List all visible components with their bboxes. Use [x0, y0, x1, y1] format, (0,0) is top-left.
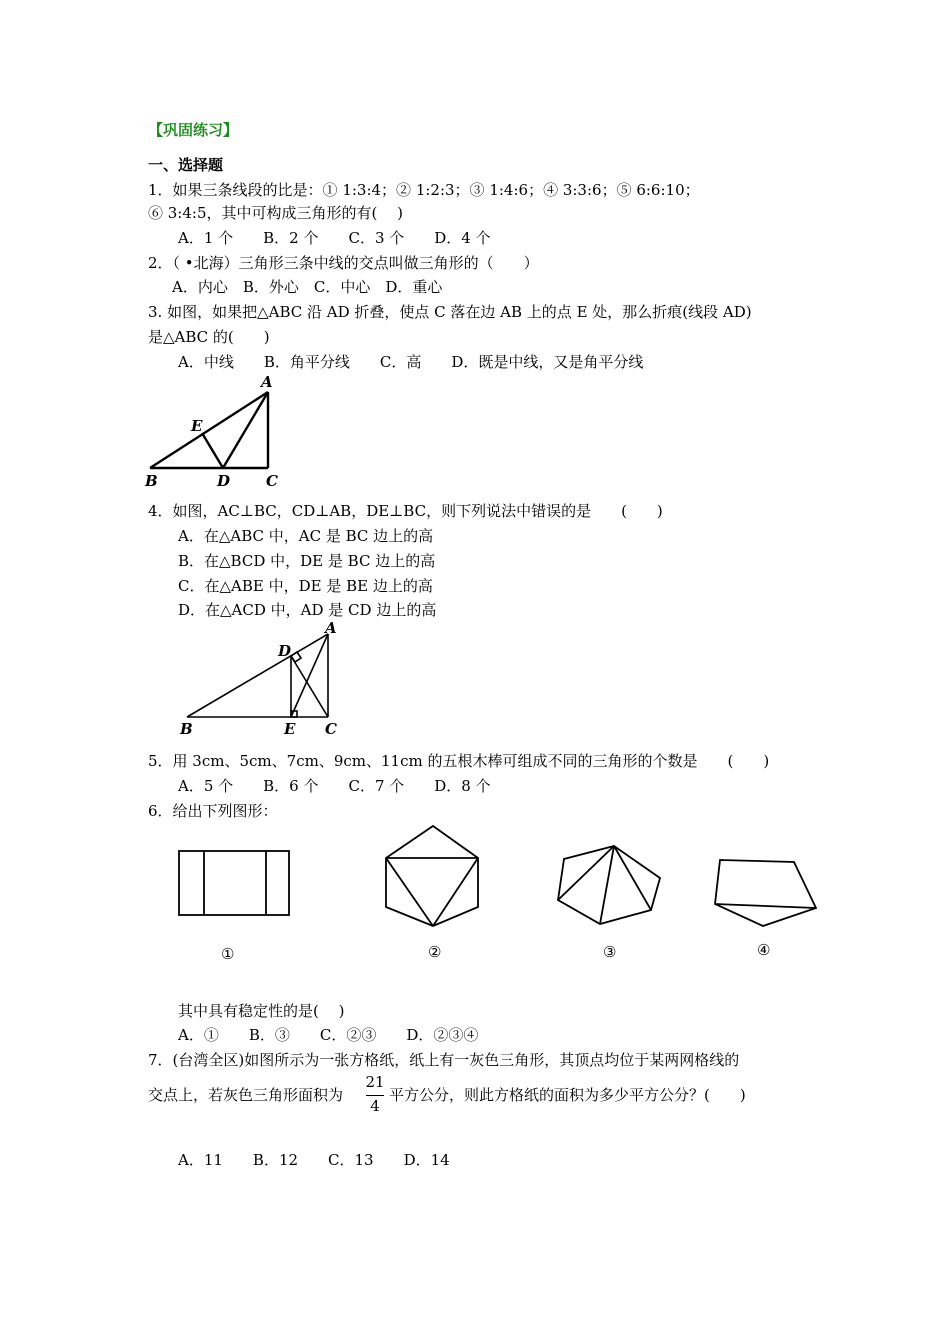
q7-line2-post: 平方公分，则此方格纸的面积为多少平方公分？( )	[389, 1086, 746, 1104]
q3-label-e: E	[191, 417, 203, 435]
q4-option-b: B．在△BCD 中，DE 是 BC 边上的高	[178, 552, 436, 570]
q3-label-c: C	[266, 472, 278, 490]
q7-options: A．11 B．12 C．13 D．14	[178, 1151, 450, 1169]
part-title: 一、选择题	[148, 156, 224, 174]
section-title: 【巩固练习】	[148, 121, 239, 139]
q7-fraction-numerator: 21	[365, 1073, 385, 1091]
q4-stem: 4．如图，AC⊥BC，CD⊥AB，DE⊥BC，则下列说法中错误的是 ( )	[148, 502, 663, 520]
q2-options: A．内心 B．外心 C．中心 D．重心	[172, 278, 443, 296]
q5-options: A．5 个 B．6 个 C．7 个 D．8 个	[178, 777, 491, 795]
q7-fraction-denominator: 4	[370, 1097, 380, 1115]
q6-figure-pentagon-fan	[552, 842, 667, 927]
q3-line2: 是△ABC 的( )	[148, 328, 270, 346]
q4-option-c: C．在△ABE 中，DE 是 BE 边上的高	[178, 577, 433, 595]
q6-stem: 6．给出下列图形：	[148, 802, 278, 820]
q4-label-a: A	[325, 619, 337, 637]
q6-figure-rectangle	[175, 845, 295, 925]
q3-options: A．中线 B．角平分线 C．高 D．既是中线，又是角平分线	[178, 353, 644, 371]
q4-label-c: C	[325, 720, 337, 738]
q6-fig-label-1: ①	[221, 945, 235, 963]
q4-label-b: B	[180, 720, 193, 738]
q4-label-d: D	[278, 642, 292, 660]
q3-label-b: B	[145, 472, 158, 490]
q3-label-a: A	[261, 373, 273, 391]
q1-line1: 1．如果三条线段的比是：① 1:3:4；② 1:2:3；③ 1:4:6；④ 3:3:6；⑤ 6:6:10；	[148, 181, 700, 199]
q6-fig-label-4: ④	[757, 941, 771, 959]
q6-fig-label-2: ②	[428, 943, 442, 961]
q6-options: A．① B．③ C．②③ D．②③④	[178, 1026, 479, 1044]
q7-line2-pre: 交点上，若灰色三角形面积为	[148, 1086, 344, 1104]
q1-line2: ⑥ 3:4:5，其中可构成三角形的有( )	[148, 204, 403, 222]
q4-triangle-figure	[175, 620, 345, 740]
q4-label-e: E	[284, 720, 296, 738]
q4-option-a: A．在△ABC 中，AC 是 BC 边上的高	[178, 527, 434, 545]
q3-triangle-figure	[140, 372, 300, 492]
q3-line1: 3. 如图，如果把△ABC 沿 AD 折叠，使点 C 落在边 AB 上的点 E 处，那么折痕(线段 AD)	[148, 303, 752, 321]
q7-line1: 7．(台湾全区)如图所示为一张方格纸，纸上有一灰色三角形，其顶点均位于某两网格线的	[148, 1051, 740, 1069]
q6-question: 其中具有稳定性的是( )	[178, 1002, 345, 1020]
q1-options: A．1 个 B．2 个 C．3 个 D．4 个	[178, 229, 491, 247]
q6-figure-pentagon	[710, 856, 825, 936]
q2-stem: 2．（ •北海）三角形三条中线的交点叫做三角形的（ ）	[148, 254, 539, 272]
q6-fig-label-3: ③	[603, 943, 617, 961]
q6-figure-hexagon	[380, 822, 490, 932]
q7-fraction-bar	[366, 1095, 384, 1096]
q5-stem: 5．用 3cm、5cm、7cm、9cm、11cm 的五根木棒可组成不同的三角形的个数是 ( )	[148, 752, 770, 770]
q3-label-d: D	[217, 472, 231, 490]
q4-option-d: D．在△ACD 中，AD 是 CD 边上的高	[178, 601, 437, 619]
